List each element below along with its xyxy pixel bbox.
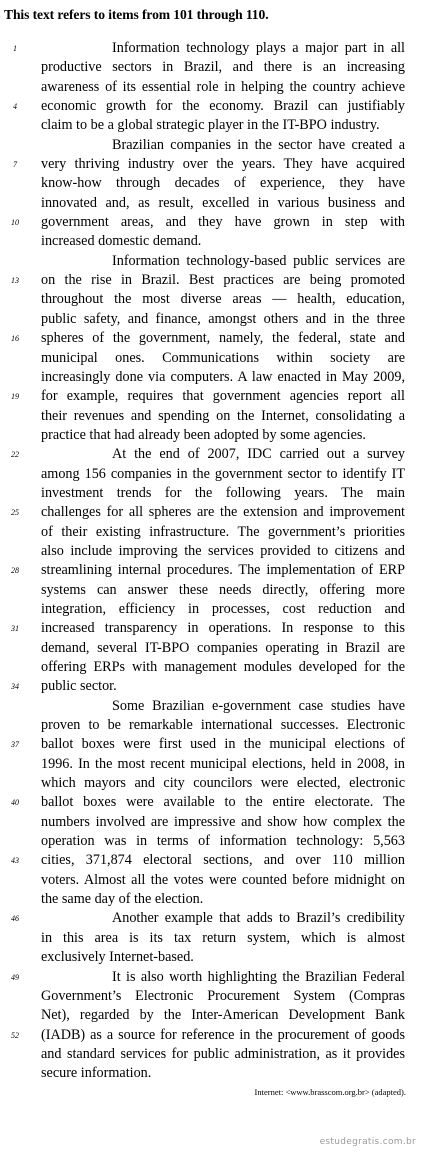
line-text: claim to be a global strategic player in the IT-BPO industry. bbox=[41, 117, 380, 134]
line-text: secure information. bbox=[41, 1065, 152, 1082]
line-text: spheres of the government, namely, the federal, state and bbox=[41, 330, 405, 347]
text-line bbox=[0, 310, 426, 329]
text-line bbox=[0, 174, 426, 193]
line-text: increasingly done via computers. A law enacted in May 2009, bbox=[41, 368, 405, 385]
line-text: innovated and, as result, excelled in various business and bbox=[41, 194, 405, 211]
line-text: awareness of its essential role in helping the country achieve bbox=[41, 78, 405, 95]
line-text: economic growth for the economy. Brazil can justifiably bbox=[41, 98, 405, 115]
line-text: Another example that adds to Brazil’s credibility bbox=[112, 910, 405, 927]
line-text: challenges for all spheres are the extension and improvement bbox=[41, 504, 405, 521]
text-line bbox=[0, 58, 426, 77]
text-line bbox=[0, 677, 426, 696]
text-line bbox=[0, 735, 426, 754]
text-line bbox=[0, 890, 426, 909]
line-text: among 156 companies in the government sector to identify IT bbox=[41, 465, 405, 482]
site-watermark: estudegratis.com.br bbox=[319, 1137, 416, 1147]
line-number: 7 bbox=[13, 160, 17, 170]
line-text: integration, efficiency in processes, cost reduction and bbox=[41, 600, 405, 617]
text-line bbox=[0, 39, 426, 58]
text-line bbox=[0, 968, 426, 987]
line-number: 49 bbox=[11, 972, 19, 982]
line-text: the same day of the election. bbox=[41, 891, 204, 908]
line-text: of their existing infrastructure. The government’s priorities bbox=[41, 523, 405, 540]
text-line bbox=[0, 349, 426, 368]
line-text: ballot boxes were available to the entire electorate. The bbox=[41, 794, 405, 811]
line-number: 40 bbox=[11, 798, 19, 808]
text-line bbox=[0, 929, 426, 948]
text-line bbox=[0, 561, 426, 580]
line-number: 34 bbox=[11, 682, 19, 692]
line-text: systems can answer these needs directly, offering more bbox=[41, 581, 405, 598]
line-text: 1996. In the most recent municipal elections, held in 2008, in bbox=[41, 755, 405, 772]
line-number: 28 bbox=[11, 566, 19, 576]
text-line bbox=[0, 716, 426, 735]
line-text: increased transparency in operations. In response to this bbox=[41, 620, 405, 637]
text-line bbox=[0, 78, 426, 97]
line-text: government areas, and they have grown in step with bbox=[41, 214, 405, 231]
text-line bbox=[0, 697, 426, 716]
line-text: practice that had already been adopted by some agencies. bbox=[41, 426, 366, 443]
line-number: 16 bbox=[11, 334, 19, 344]
line-number: 4 bbox=[13, 102, 17, 112]
line-text: productive sectors in Brazil, and there is an increasing bbox=[41, 59, 405, 76]
line-number: 10 bbox=[11, 218, 19, 228]
line-text: on the rise in Brazil. Best practices are being promoted bbox=[41, 272, 405, 289]
text-line bbox=[0, 542, 426, 561]
line-text: Government’s Electronic Procurement System (Compras bbox=[41, 987, 405, 1004]
line-text: Net), regarded by the Inter-American Development Bank bbox=[41, 1007, 405, 1024]
text-line bbox=[0, 948, 426, 967]
text-line bbox=[0, 368, 426, 387]
line-text: streamlining internal procedures. The implementation of ERP bbox=[41, 562, 405, 579]
line-number: 13 bbox=[11, 276, 19, 286]
text-line bbox=[0, 252, 426, 271]
line-text: Some Brazilian e-government case studies have bbox=[112, 697, 405, 714]
line-text: demand, several IT-BPO companies operating in Brazil are bbox=[41, 639, 405, 656]
line-text: Information technology-based public services are bbox=[112, 252, 405, 269]
text-line bbox=[0, 600, 426, 619]
text-line bbox=[0, 1064, 426, 1083]
line-text: ballot boxes were first used in the municipal elections of bbox=[41, 736, 405, 753]
text-line bbox=[0, 581, 426, 600]
line-number: 25 bbox=[11, 508, 19, 518]
line-text: for example, requires that government agencies report all bbox=[41, 388, 405, 405]
line-text: public sector. bbox=[41, 678, 117, 695]
line-text: public safety, and finance, amongst others and in the three bbox=[41, 310, 405, 327]
line-number: 37 bbox=[11, 740, 19, 750]
line-number: 22 bbox=[11, 450, 19, 460]
text-line bbox=[0, 290, 426, 309]
text-line bbox=[0, 232, 426, 251]
text-line bbox=[0, 1045, 426, 1064]
line-text: investment trends for the following years. The main bbox=[41, 484, 405, 501]
line-text: cities, 371,874 electoral sections, and over 110 million bbox=[41, 852, 405, 869]
line-text: offering ERPs with management modules developed for the bbox=[41, 659, 405, 675]
text-line bbox=[0, 97, 426, 116]
line-text: which mayors and city councilors were elected, electronic bbox=[41, 775, 405, 792]
passage-text bbox=[0, 39, 426, 1084]
text-line bbox=[0, 639, 426, 658]
line-text: very thriving industry over the years. They have acquired bbox=[41, 156, 405, 173]
text-line bbox=[0, 484, 426, 503]
text-line bbox=[0, 813, 426, 832]
text-line bbox=[0, 116, 426, 135]
text-line bbox=[0, 909, 426, 928]
text-line bbox=[0, 155, 426, 174]
line-text: It is also worth highlighting the Brazilian Federal bbox=[112, 968, 405, 985]
text-line bbox=[0, 1026, 426, 1045]
text-line bbox=[0, 1006, 426, 1025]
line-number: 1 bbox=[13, 44, 17, 53]
line-text: throughout the most diverse areas — health, education, bbox=[41, 291, 405, 308]
line-text: exclusively Internet-based. bbox=[41, 949, 194, 966]
text-line bbox=[0, 523, 426, 542]
line-text: municipal ones. Communications within society are bbox=[41, 349, 405, 366]
line-number: 19 bbox=[11, 392, 19, 402]
line-number: 52 bbox=[11, 1030, 19, 1040]
text-line bbox=[0, 329, 426, 348]
text-line bbox=[0, 851, 426, 870]
text-line bbox=[0, 793, 426, 812]
line-text: their revenues and spending on the Internet, consolidating a bbox=[41, 407, 405, 424]
line-text: voters. Almost all the votes were counted before midnight on bbox=[41, 871, 405, 888]
line-text: Information technology plays a major part in all bbox=[112, 40, 405, 56]
line-text: and standard services for public administration, as it provides bbox=[41, 1045, 405, 1062]
text-line bbox=[0, 213, 426, 232]
line-text: operation was in terms of information technology: 5,563 bbox=[41, 833, 405, 850]
line-text: numbers involved are impressive and show how complex the bbox=[41, 813, 405, 830]
text-line bbox=[0, 774, 426, 793]
text-line bbox=[0, 871, 426, 890]
page-heading: This text refers to items from 101 through 110. bbox=[4, 7, 269, 22]
line-text: know-how through decades of experience, they have bbox=[41, 175, 405, 192]
text-line bbox=[0, 658, 426, 677]
line-number: 31 bbox=[11, 624, 19, 634]
line-text: Brazilian companies in the sector have created a bbox=[112, 136, 405, 153]
line-text: (IADB) as a source for reference in the procurement of goods bbox=[41, 1026, 405, 1043]
text-line bbox=[0, 271, 426, 290]
line-number: 43 bbox=[11, 856, 19, 866]
line-text: proven to be remarkable international successes. Electronic bbox=[41, 717, 405, 734]
text-line bbox=[0, 755, 426, 774]
text-line bbox=[0, 503, 426, 522]
text-line bbox=[0, 194, 426, 213]
line-number: 46 bbox=[11, 914, 19, 924]
text-line bbox=[0, 619, 426, 638]
text-line bbox=[0, 832, 426, 851]
text-line bbox=[0, 426, 426, 445]
text-line bbox=[0, 445, 426, 464]
line-text: in this area is its tax return system, which is almost bbox=[41, 929, 405, 946]
text-line bbox=[0, 465, 426, 484]
line-text: At the end of 2007, IDC carried out a survey bbox=[112, 446, 405, 463]
text-line bbox=[0, 387, 426, 406]
line-text: increased domestic demand. bbox=[41, 233, 202, 250]
text-line bbox=[0, 987, 426, 1006]
text-line bbox=[0, 407, 426, 426]
text-line bbox=[0, 136, 426, 155]
line-text: also include improving the services provided to citizens and bbox=[41, 542, 405, 559]
source-citation: Internet: <www.brasscom.org.br> (adapted). bbox=[254, 1087, 406, 1097]
